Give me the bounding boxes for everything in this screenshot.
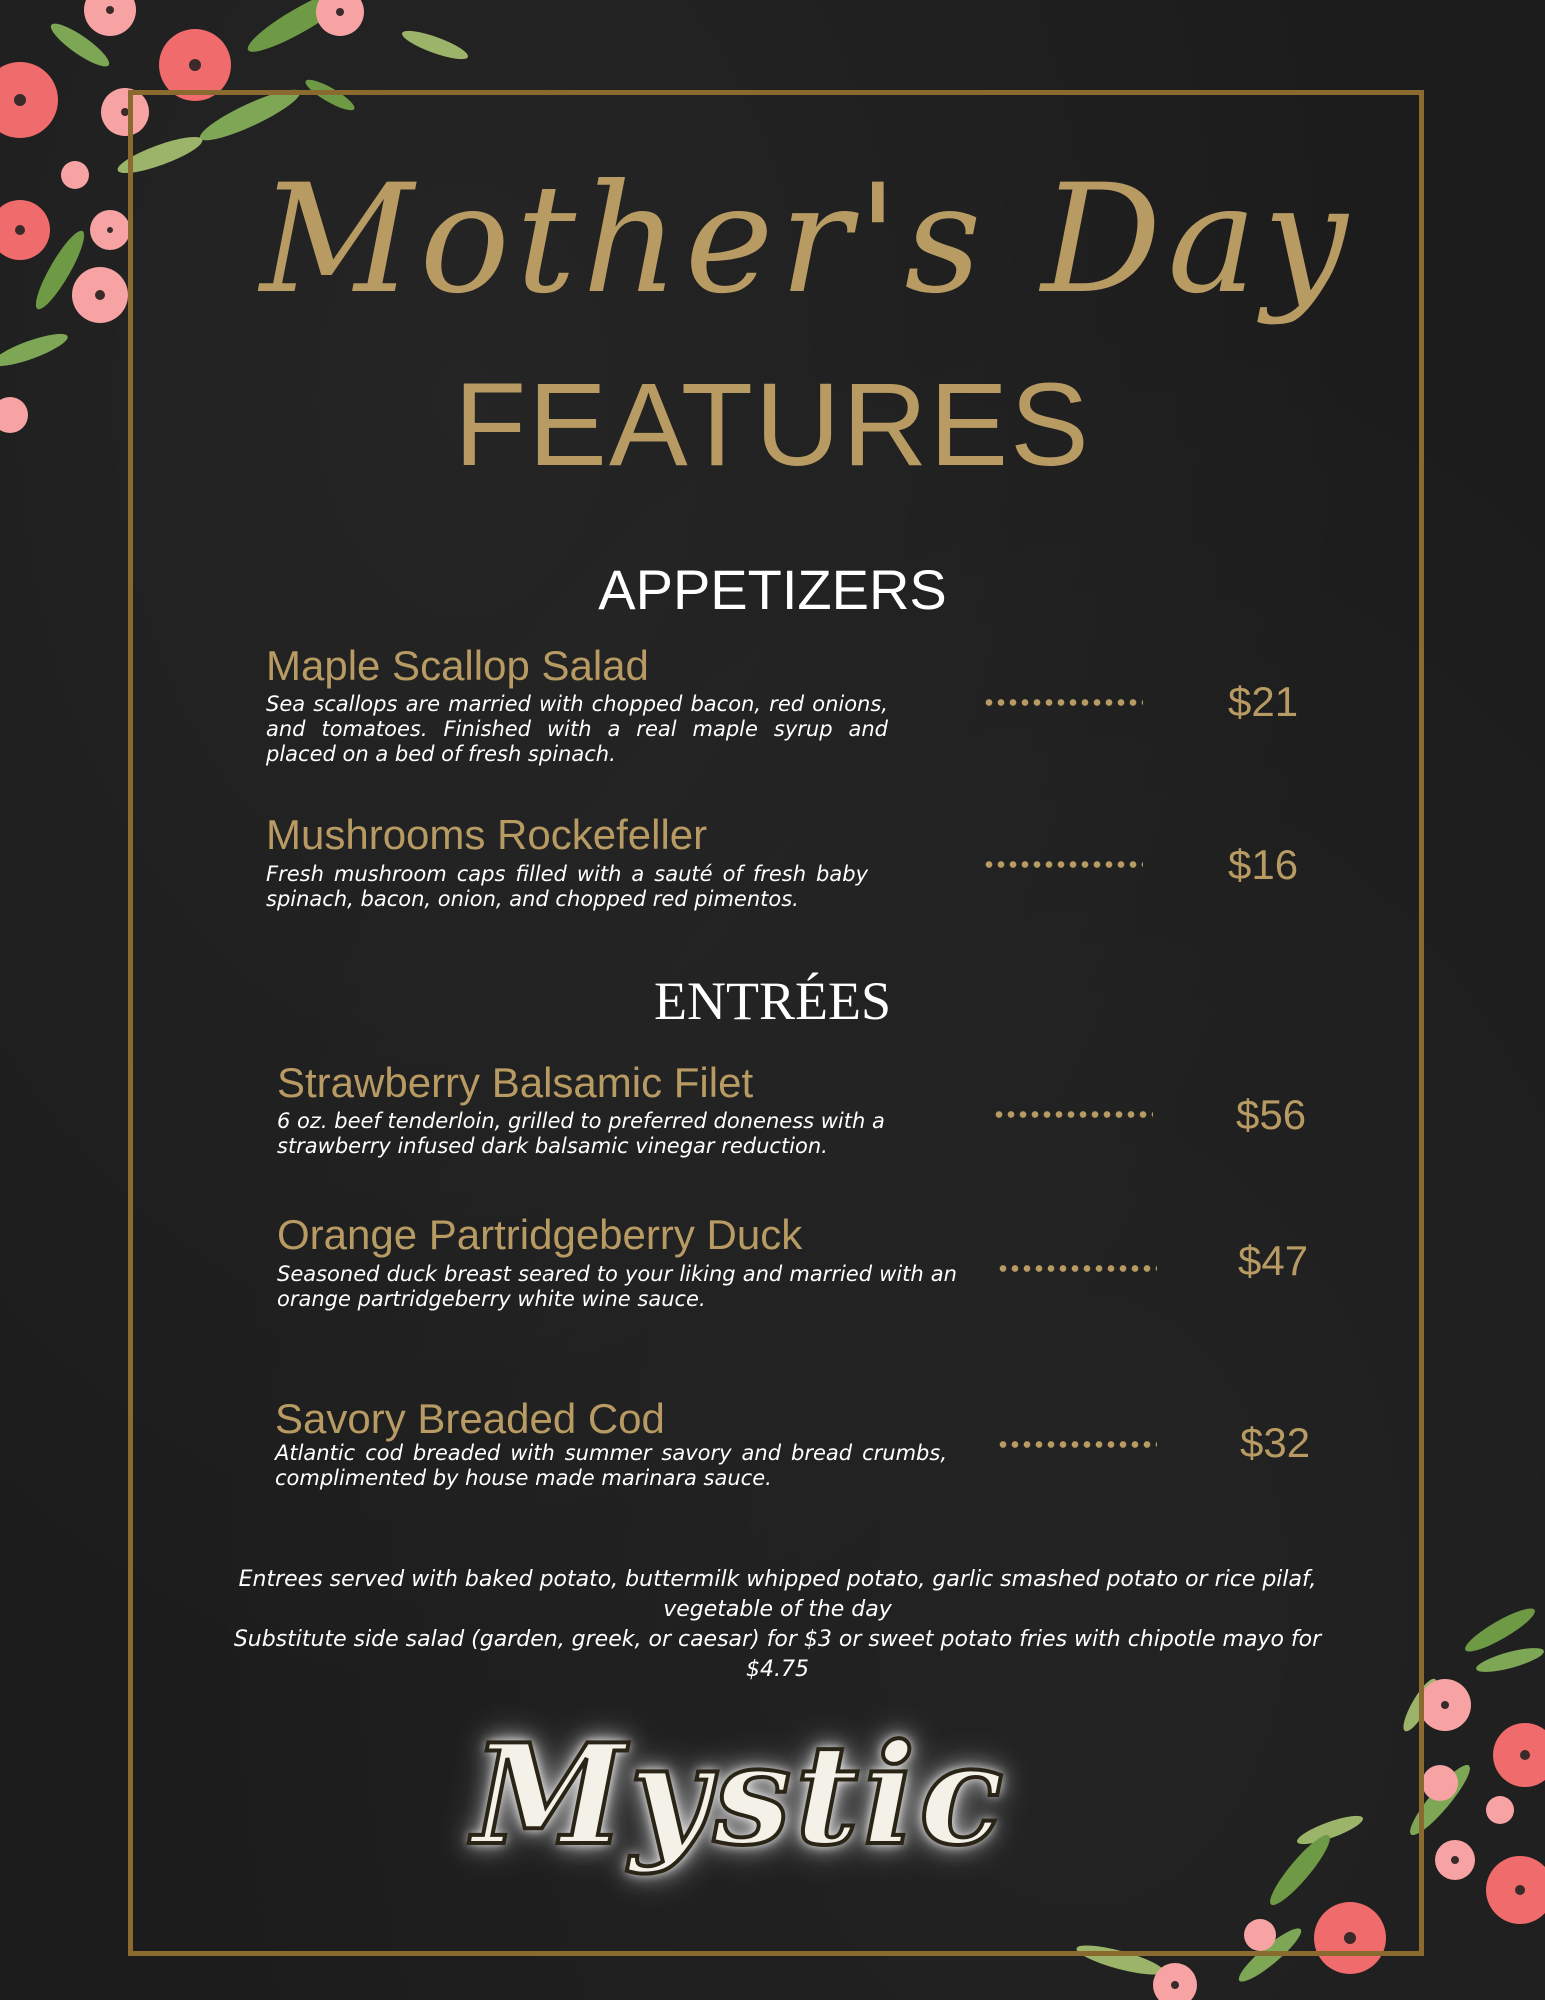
menu-item-price: $16 <box>1228 841 1299 888</box>
menu-item-description: Sea scallops are married with chopped bacon, red onions, and tomatoes. Finished with a real maple syrup and placed on a bed of fresh spinach. <box>266 692 888 766</box>
dotted-leader <box>983 860 1143 869</box>
menu-item-name: Savory Breaded Cod <box>275 1395 665 1442</box>
mystic-logo: Mystic <box>472 1713 1008 1876</box>
menu-item-price: $21 <box>1228 678 1299 725</box>
section-heading-appetizers: APPETIZERS <box>598 558 947 621</box>
menu-item-name: Maple Scallop Salad <box>266 642 649 689</box>
menu-item-name: Mushrooms Rockefeller <box>266 811 708 858</box>
dotted-leader <box>997 1264 1157 1273</box>
section-heading-entrees: ENTRÉES <box>654 971 891 1031</box>
script-title: Mother's Day <box>260 153 1354 327</box>
menu-item-description: Fresh mushroom caps filled with a sauté of fresh baby spinach, bacon, onion, and chopped red pimentos. <box>266 862 868 911</box>
menu-item-price: $56 <box>1236 1091 1307 1138</box>
menu-item-price: $47 <box>1238 1237 1309 1284</box>
menu-item-name: Strawberry Balsamic Filet <box>277 1059 754 1106</box>
side-dish-note: Entrees served with baked potato, buttermilk whipped potato, garlic smashed potato or rice pilaf, vegetable of the day <box>238 1567 1317 1622</box>
substitution-note: Substitute side salad (garden, greek, or caesar) for $3 or sweet potato fries with chipotle mayo for $4.75 <box>233 1627 1322 1682</box>
menu-item-description: Atlantic cod breaded with summer savory and bread crumbs, complimented by house made marinara sauce. <box>275 1441 947 1490</box>
menu-item-price: $32 <box>1240 1419 1311 1466</box>
menu-item-description: 6 oz. beef tenderloin, grilled to preferred doneness with a strawberry infused dark balsamic vinegar reduction. <box>277 1109 885 1158</box>
dotted-leader <box>997 1440 1157 1449</box>
dotted-leader <box>993 1110 1153 1119</box>
features-heading: FEATURES <box>454 359 1091 491</box>
dotted-leader <box>983 698 1143 707</box>
menu-item-name: Orange Partridgeberry Duck <box>277 1211 803 1258</box>
menu-item-description: Seasoned duck breast seared to your liking and married with an orange partridgeberry white wine sauce. <box>277 1262 957 1311</box>
